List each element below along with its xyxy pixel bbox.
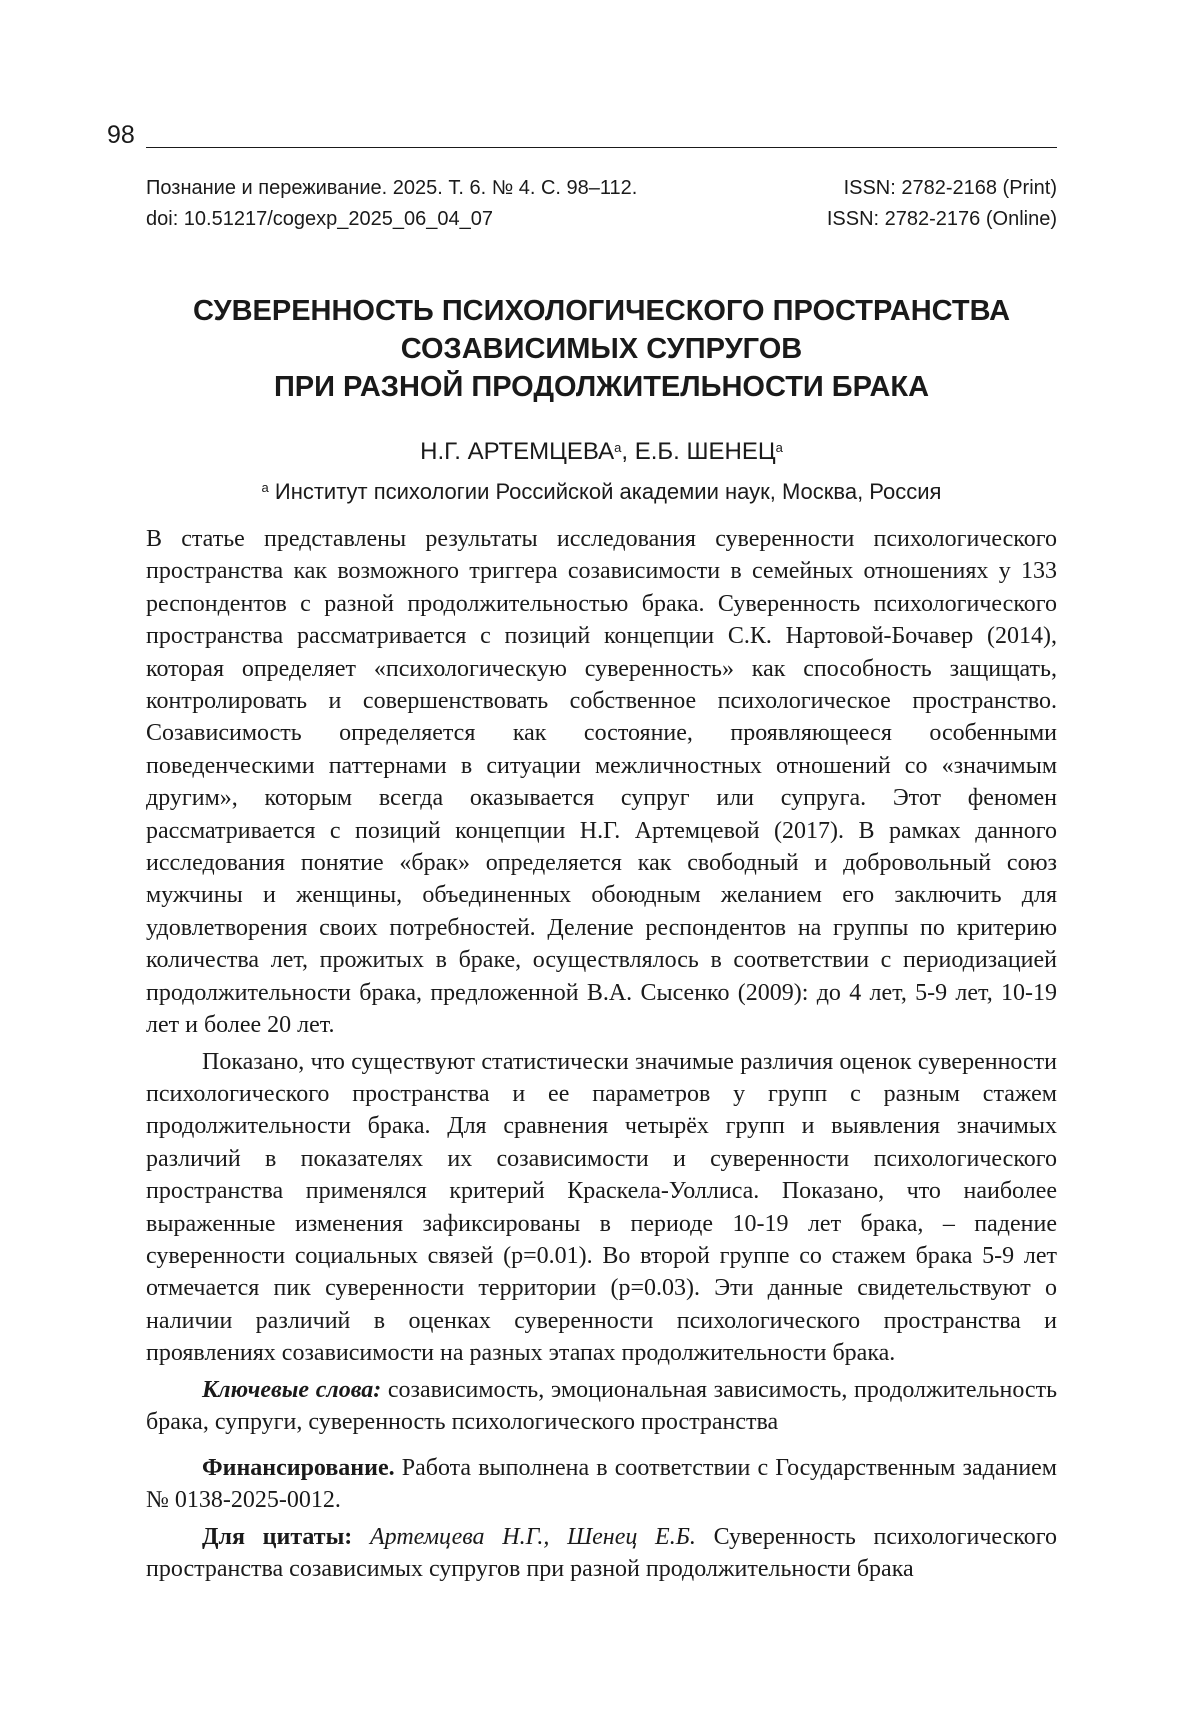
header-rule [146, 147, 1057, 148]
journal-citation-line: Познание и переживание. 2025. Т. 6. № 4. С. 98–112. [146, 177, 638, 199]
abstract [146, 523, 1057, 1438]
affiliation-mark: a [261, 480, 269, 495]
article-title [146, 292, 1057, 406]
page-number: 98 [107, 121, 135, 149]
keywords-text: созависимость, эмоциональная зависимость, продолжительность брака, супруги, суверенность психологического пространства [146, 1376, 1058, 1435]
author-2-affiliation-mark: a [775, 440, 783, 455]
affiliation-text: Институт психологии Российской академии наук, Москва, Россия [268, 479, 942, 504]
citation-label: Для цитаты: [202, 1523, 353, 1550]
citation-authors: Артемцева Н.Г., Шенец Е.Б. [352, 1523, 696, 1550]
citation [146, 1521, 1057, 1586]
author-1: Н.Г. АРТЕМЦЕВА [420, 438, 615, 465]
title-line-2: СОЗАВИСИМЫХ СУПРУГОВ [400, 333, 803, 365]
issn-online: ISSN: 2782-2176 (Online) [826, 208, 1057, 230]
journal-meta [146, 173, 1057, 235]
article-footer [146, 1452, 1057, 1586]
keywords [146, 1374, 1057, 1439]
citation-text: Суверенность психологического пространства созависимых супругов при разной продолжительности брака [146, 1523, 1057, 1583]
doi-line: doi: 10.51217/cogexp_2025_06_04_07 [146, 208, 493, 230]
author-list [146, 437, 1057, 467]
title-line-3: ПРИ РАЗНОЙ ПРОДОЛЖИТЕЛЬНОСТИ БРАКА [273, 371, 930, 403]
author-2: Е.Б. ШЕНЕЦ [634, 438, 776, 465]
author-1-affiliation-mark: a [614, 440, 622, 455]
title-line-1: СУВЕРЕННОСТЬ ПСИХОЛОГИЧЕСКОГО ПРОСТРАНСТВА [192, 295, 1011, 327]
author-separator: , [621, 438, 635, 465]
abstract-paragraph-1: В статье представлены результаты исследования суверенности психологического пространства как возможного триггера созависимости в семейных отношениях у 133 респондентов с разной продолжительностью брака. Суверенность психологического пространства рассматривается с позиций концепции С.К. Нартовой-Бочавер (2014), которая определяет «психологическую суверенность» как способность защищать, контролировать и совершенствовать собственное психологическое пространство. Созависимость определяется как состояние, проявляющееся особенными поведенческими паттернами в ситуации межличностных отношений со «значимым другим», которым всегда оказывается супруг или супруга. Этот феномен рассматривается с позиций концепции Н.Г. Артемцевой (2017). В рамках данного исследования понятие «брак» определяется как свободный и добровольный союз мужчины и женщины, объединенных обоюдным желанием его заключить для удовлетворения своих потребностей. Деление респондентов на группы по критерию количества лет, прожитых в браке, осуществлялось в соответствии с периодизацией продолжительности брака, предложенной В.А. Сысенко (2009): до 4 лет, 5-9 лет, 10-19 лет и более 20 лет. [146, 526, 1057, 1039]
funding-label: Финансирование. [202, 1455, 395, 1481]
keywords-label: Ключевые слова: [202, 1376, 382, 1403]
funding [146, 1452, 1057, 1517]
issn-print: ISSN: 2782-2168 (Print) [843, 177, 1057, 199]
funding-text: Работа выполнена в соответствии с Государственным заданием № 0138-2025-0012. [146, 1455, 1057, 1514]
abstract-paragraph-2: Показано, что существуют статистически значимые различия оценок суверенности психологического пространства и ее параметров у групп с разным стажем продолжительности брака. Для сравнения четырёх групп и выявления значимых различий в показателях их созависимости и суверенности психологического пространства применялся критерий Краскела-Уоллиса. Показано, что наиболее выраженные изменения зафиксированы в периоде 10-19 лет брака, – падение суверенности социальных связей (p=0.01). Во второй группе со стажем брака 5-9 лет отмечается пик суверенности территории (p=0.03). Эти данные свидетельствуют о наличии различий в оценках суверенности психологического пространства и проявлениях созависимости на разных этапах продолжительности брака. [146, 1048, 1057, 1367]
affiliation [146, 477, 1057, 507]
